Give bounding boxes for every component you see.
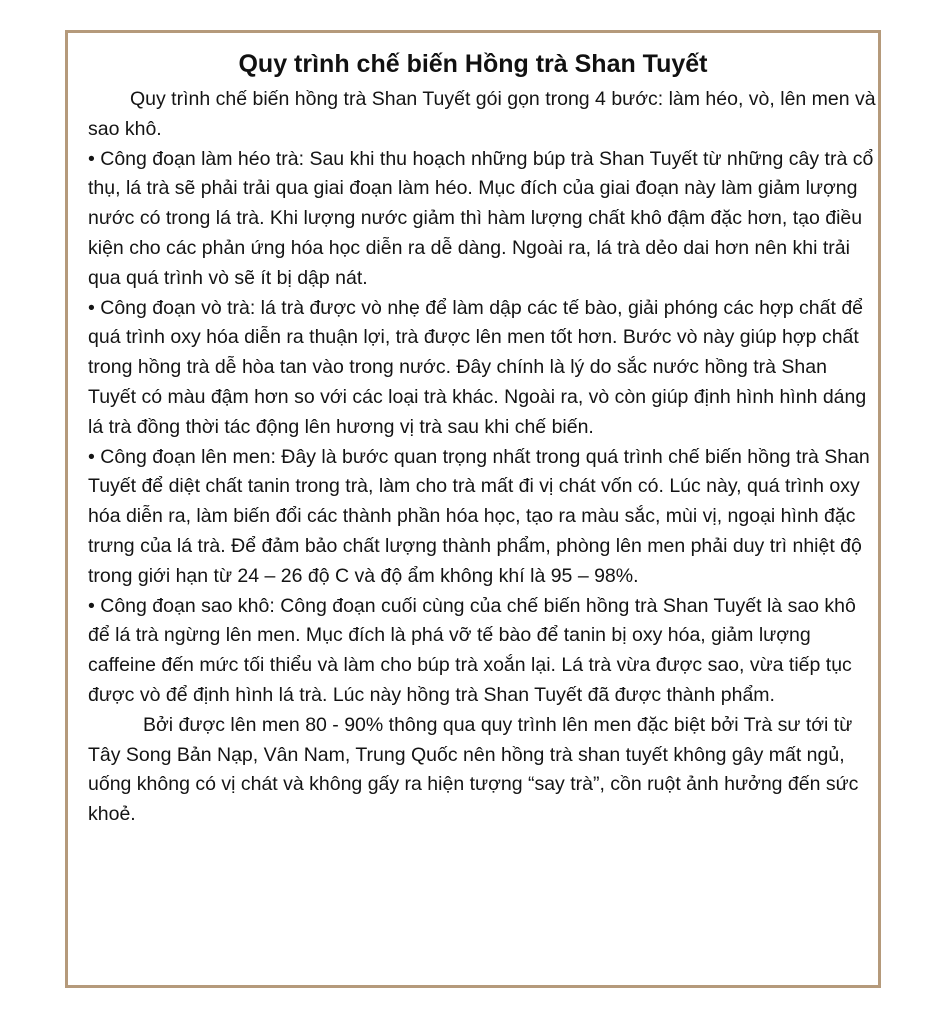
document-title: Quy trình chế biến Hồng trà Shan Tuyết xyxy=(238,50,708,78)
document-body xyxy=(88,85,878,830)
step-withering: • Công đoạn làm héo trà: Sau khi thu hoạch những búp trà Shan Tuyết từ những cây trà cổ thụ, lá trà sẽ phải trải qua giai đoạn làm héo. Mục đích của giai đoạn này làm giảm lượng nước có trong lá trà. Khi lượng nước giảm thì hàm lượng chất khô đậm đặc hơn, tạo điều kiện cho các phản ứng hóa học diễn ra dễ dàng. Ngoài ra, lá trà dẻo dai hơn nên khi trải qua quá trình vò sẽ ít bị dập nát. xyxy=(88,147,874,289)
step-rolling: • Công đoạn vò trà: lá trà được vò nhẹ để làm dập các tế bào, giải phóng các hợp chất để quá trình oxy hóa diễn ra thuận lợi, trà được lên men tốt hơn. Bước vò này giúp hợp chất trong hồng trà dễ hòa tan vào trong nước. Đây chính là lý do sắc nước hồng trà Shan Tuyết có màu đậm hơn so với các loại trà khác. Ngoài ra, vò còn giúp định hình hình dáng lá trà đồng thời tác động lên hương vị trà sau khi chế biến. xyxy=(88,296,867,438)
document-frame xyxy=(65,30,881,988)
closing-paragraph: Bởi được lên men 80 - 90% thông qua quy trình lên men đặc biệt bởi Trà sư tới từ Tây Song Bản Nạp, Vân Nam, Trung Quốc nên hồng trà shan tuyết không gây mất ngủ, uống không có vị chát và không gấy ra hiện tượng “say trà”, cồn ruột ảnh hưởng đến sức khoẻ. xyxy=(88,713,859,826)
step-drying: • Công đoạn sao khô: Công đoạn cuối cùng của chế biến hồng trà Shan Tuyết là sao khô để lá trà ngừng lên men. Mục đích là phá vỡ tế bào để tanin bị oxy hóa, giảm lượng caffeine đến mức tối thiểu và làm cho búp trà xoắn lại. Lá trà vừa được sao, vừa tiếp tục được vò để định hình lá trà. Lúc này hồng trà Shan Tuyết đã được thành phẩm. xyxy=(88,594,856,706)
step-fermentation: • Công đoạn lên men: Đây là bước quan trọng nhất trong quá trình chế biến hồng trà Shan Tuyết để diệt chất tanin trong trà, làm cho trà mất đi vị chát vốn có. Lúc này, quá trình oxy hóa diễn ra, làm biến đổi các thành phần hóa học, tạo ra màu sắc, mùi vị, ngoại hình đặc trưng của lá trà. Để đảm bảo chất lượng thành phẩm, phòng lên men phải duy trì nhiệt độ trong giới hạn từ 24 – 26 độ C và độ ẩm không khí là 95 – 98%. xyxy=(88,445,870,587)
intro-paragraph: Quy trình chế biến hồng trà Shan Tuyết gói gọn trong 4 bước: làm héo, vò, lên men và sao khô. xyxy=(88,88,876,140)
